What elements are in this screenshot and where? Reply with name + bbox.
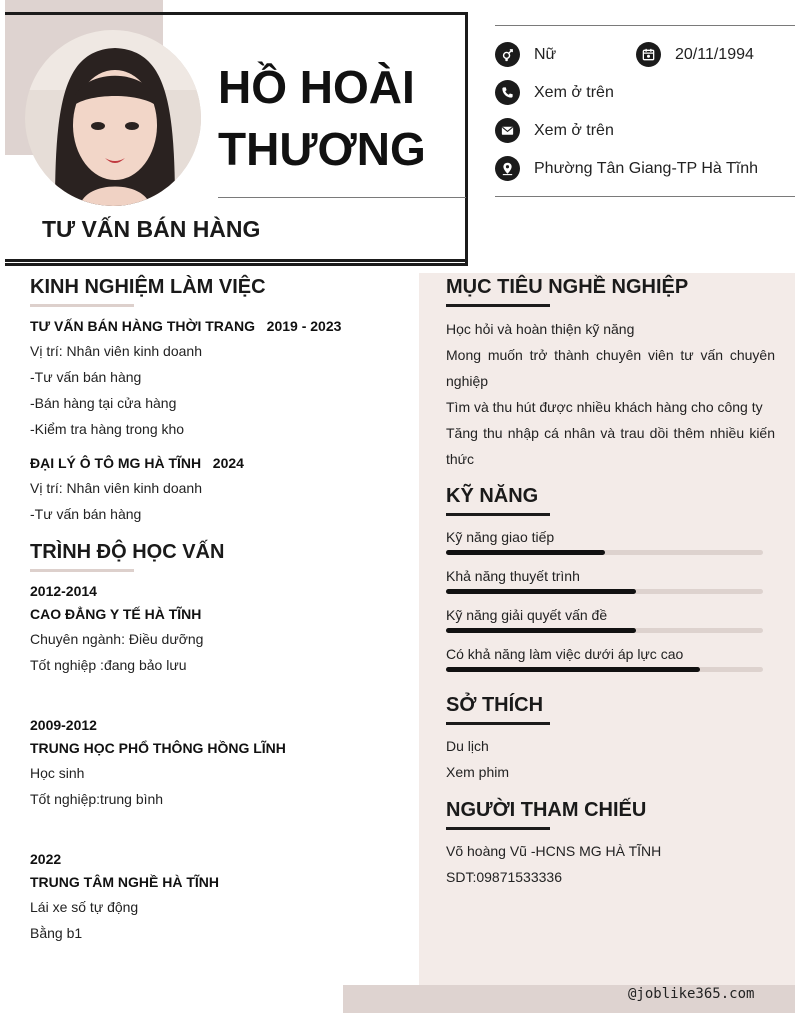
objective-line: Tìm và thu hút được nhiều khách hàng cho công ty xyxy=(446,399,763,415)
skills-heading: KỸ NĂNG xyxy=(446,485,539,507)
edu-3-line: Lái xe số tự động xyxy=(30,899,139,915)
contact-phone xyxy=(495,80,614,105)
job-1-line: -Bán hàng tại cửa hàng xyxy=(30,395,177,411)
edu-1-period: 2012-2014 xyxy=(30,583,97,599)
heading-underline xyxy=(446,513,550,516)
avatar xyxy=(25,30,201,206)
job-2-line: -Tư vấn bán hàng xyxy=(30,506,142,522)
skill-label: Có khả năng làm việc dưới áp lực cao xyxy=(446,646,684,662)
address-value: Phường Tân Giang-TP Hà Tĩnh xyxy=(534,159,758,177)
divider xyxy=(495,196,795,197)
divider xyxy=(495,25,795,26)
skill-bar-fill xyxy=(446,589,636,594)
experience-heading: KINH NGHIỆM LÀM VIỆC xyxy=(30,276,266,298)
job-2-period: 2024 xyxy=(212,455,244,471)
hobby-item: Du lịch xyxy=(446,738,489,754)
job-2-company: ĐẠI LÝ Ô TÔ MG HÀ TĨNH xyxy=(30,455,202,471)
hobby-item: Xem phim xyxy=(446,764,510,780)
edu-2-line: Tốt nghiệp:trung bình xyxy=(30,791,164,807)
reference-line: Võ hoàng Vũ -HCNS MG HÀ TĨNH xyxy=(446,843,662,859)
references-heading: NGƯỜI THAM CHIẾU xyxy=(446,799,647,821)
name-line-2: THƯƠNG xyxy=(218,123,426,175)
gender-icon xyxy=(495,42,520,67)
email-value: Xem ở trên xyxy=(534,121,614,139)
job-1-company: TƯ VẤN BÁN HÀNG THỜI TRANG xyxy=(30,318,255,334)
phone-value: Xem ở trên xyxy=(534,83,614,101)
skill-bar xyxy=(446,589,763,594)
watermark: @joblike365.com xyxy=(628,986,755,1002)
heading-underline xyxy=(30,569,134,572)
edu-3-period: 2022 xyxy=(30,851,62,867)
job-1-line: Vị trí: Nhân viên kinh doanh xyxy=(30,343,202,359)
calendar-icon xyxy=(636,42,661,67)
heading-underline xyxy=(446,304,550,307)
header-frame-bottom xyxy=(5,259,468,262)
skill-label: Khả năng thuyết trình xyxy=(446,568,580,584)
reference-line: SDT:09871533336 xyxy=(446,869,562,885)
heading-underline xyxy=(446,827,550,830)
edu-2-period: 2009-2012 xyxy=(30,717,97,733)
contact-email xyxy=(495,118,614,143)
job-1-line: -Tư vấn bán hàng xyxy=(30,369,142,385)
job-1-line: -Kiểm tra hàng trong kho xyxy=(30,421,185,437)
full-name xyxy=(218,56,458,180)
objective-line: Mong muốn trở thành chuyên viên tư vấn chuyên nghiệp xyxy=(446,347,775,389)
phone-icon xyxy=(495,80,520,105)
job-1-period: 2019 - 2023 xyxy=(266,318,342,334)
job-2-line: Vị trí: Nhân viên kinh doanh xyxy=(30,480,202,496)
objective-line: Học hỏi và hoàn thiện kỹ năng xyxy=(446,321,635,337)
skill-bar xyxy=(446,667,763,672)
skill-bar-fill xyxy=(446,550,605,555)
education-heading: TRÌNH ĐỘ HỌC VẤN xyxy=(30,541,225,563)
gender-value: Nữ xyxy=(534,45,557,63)
skill-bar-fill xyxy=(446,628,636,633)
contact-gender xyxy=(495,42,556,67)
birthday-value: 20/11/1994 xyxy=(675,45,754,63)
edu-3-line: Bằng b1 xyxy=(30,925,83,941)
edu-1-school: CAO ĐẲNG Y TẾ HÀ TĨNH xyxy=(30,606,202,622)
skill-bar-fill xyxy=(446,667,700,672)
job-title: TƯ VẤN BÁN HÀNG xyxy=(42,216,261,242)
job-1-header xyxy=(30,318,341,334)
divider xyxy=(218,197,466,198)
objective-line: Tăng thu nhập cá nhân và trau dồi thêm nhiều kiến thức xyxy=(446,425,775,467)
edu-3-school: TRUNG TÂM NGHỀ HÀ TĨNH xyxy=(30,874,219,890)
skill-label: Kỹ năng giải quyết vấn đề xyxy=(446,607,608,623)
edu-1-line: Chuyên ngành: Điều dưỡng xyxy=(30,631,204,647)
job-2-header xyxy=(30,455,244,471)
edu-1-line: Tốt nghiệp :đang bảo lưu xyxy=(30,657,187,673)
skill-label: Kỹ năng giao tiếp xyxy=(446,529,555,545)
skill-bar xyxy=(446,550,763,555)
objective-heading: MỤC TIÊU NGHỀ NGHIỆP xyxy=(446,276,689,298)
heading-underline xyxy=(30,304,134,307)
name-line-1: HỒ HOÀI xyxy=(218,61,415,113)
email-icon xyxy=(495,118,520,143)
contact-address xyxy=(495,156,758,181)
location-icon xyxy=(495,156,520,181)
avatar-photo xyxy=(25,30,201,206)
hobbies-heading: SỞ THÍCH xyxy=(446,694,544,716)
contact-birthday xyxy=(636,42,754,67)
edu-2-line: Học sinh xyxy=(30,765,85,781)
heading-underline xyxy=(446,722,550,725)
objective-text xyxy=(446,316,775,472)
skill-bar xyxy=(446,628,763,633)
edu-2-school: TRUNG HỌC PHỔ THÔNG HỒNG LĨNH xyxy=(30,740,286,756)
